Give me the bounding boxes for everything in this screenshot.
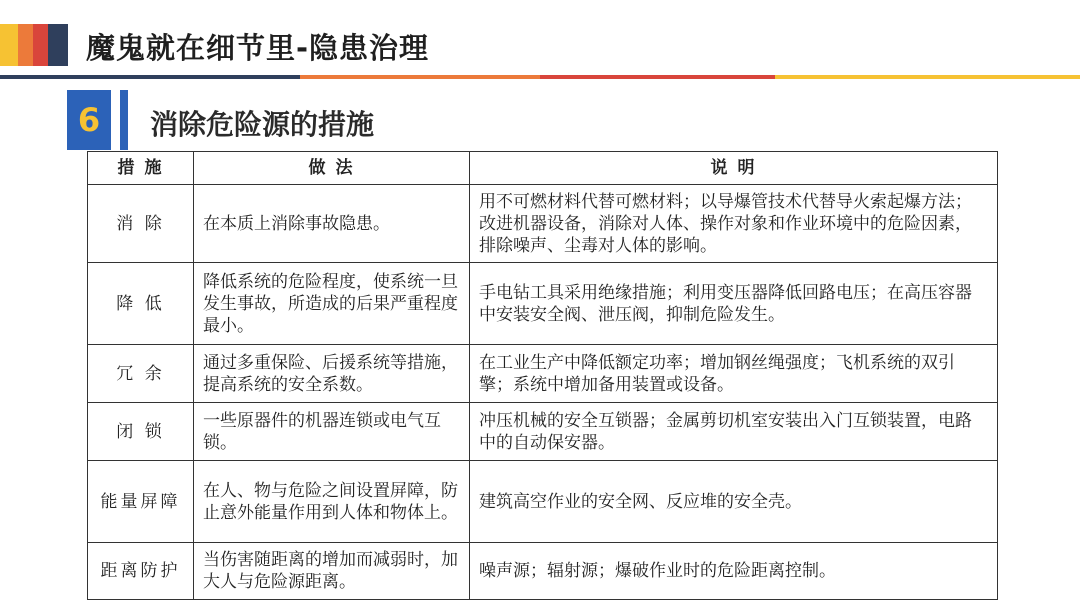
method-cell: 在人、物与危险之间设置屏障，防止意外能量作用到人体和物体上。 [194,461,470,543]
header-explanation: 说 明 [470,152,998,185]
explanation-cell: 冲压机械的安全互锁器；金属剪切机室安装出入门互锁装置，电路中的自动保安器。 [470,403,998,461]
method-cell: 通过多重保险、后援系统等措施，提高系统的安全系数。 [194,345,470,403]
page-title: 魔鬼就在细节里-隐患治理 [86,31,430,65]
measures-table [87,151,998,600]
explanation-cell: 手电钻工具采用绝缘措施；利用变压器降低回路电压；在高压容器中安装安全阀、泄压阀，抑制危险发生。 [470,263,998,345]
method-cell: 在本质上消除事故隐患。 [194,185,470,263]
title-divider [0,75,1080,79]
explanation-cell: 噪声源；辐射源；爆破作业时的危险距离控制。 [470,543,998,600]
title-accent-bars [0,24,68,66]
table-row [88,403,998,461]
measure-cell: 距离防护 [88,543,194,600]
table-row [88,345,998,403]
table-row [88,185,998,263]
method-cell: 一些原器件的机器连锁或电气互锁。 [194,403,470,461]
measure-cell: 冗 余 [88,345,194,403]
explanation-cell: 在工业生产中降低额定功率；增加钢丝绳强度；飞机系统的双引擎；系统中增加备用装置或设备。 [470,345,998,403]
measure-cell: 消 除 [88,185,194,263]
header-method: 做 法 [194,152,470,185]
measure-cell: 能量屏障 [88,461,194,543]
table-row [88,263,998,345]
method-cell: 降低系统的危险程度，使系统一旦发生事故，所造成的后果严重程度最小。 [194,263,470,345]
table-header-row [88,152,998,185]
explanation-cell: 建筑高空作业的安全网、反应堆的安全壳。 [470,461,998,543]
method-cell: 当伤害随距离的增加而减弱时，加大人与危险源距离。 [194,543,470,600]
table-row [88,543,998,600]
table-row [88,461,998,543]
explanation-cell: 用不可燃材料代替可燃材料；以导爆管技术代替导火索起爆方法；改进机器设备，消除对人体、操作对象和作业环境中的危险因素，排除噪声、尘毒对人体的影响。 [470,185,998,263]
measure-cell: 降 低 [88,263,194,345]
section-number-badge: 6 [67,90,111,150]
measure-cell: 闭 锁 [88,403,194,461]
header-measure: 措 施 [88,152,194,185]
section-number-strip [120,90,128,150]
section-title: 消除危险源的措施 [150,108,375,141]
